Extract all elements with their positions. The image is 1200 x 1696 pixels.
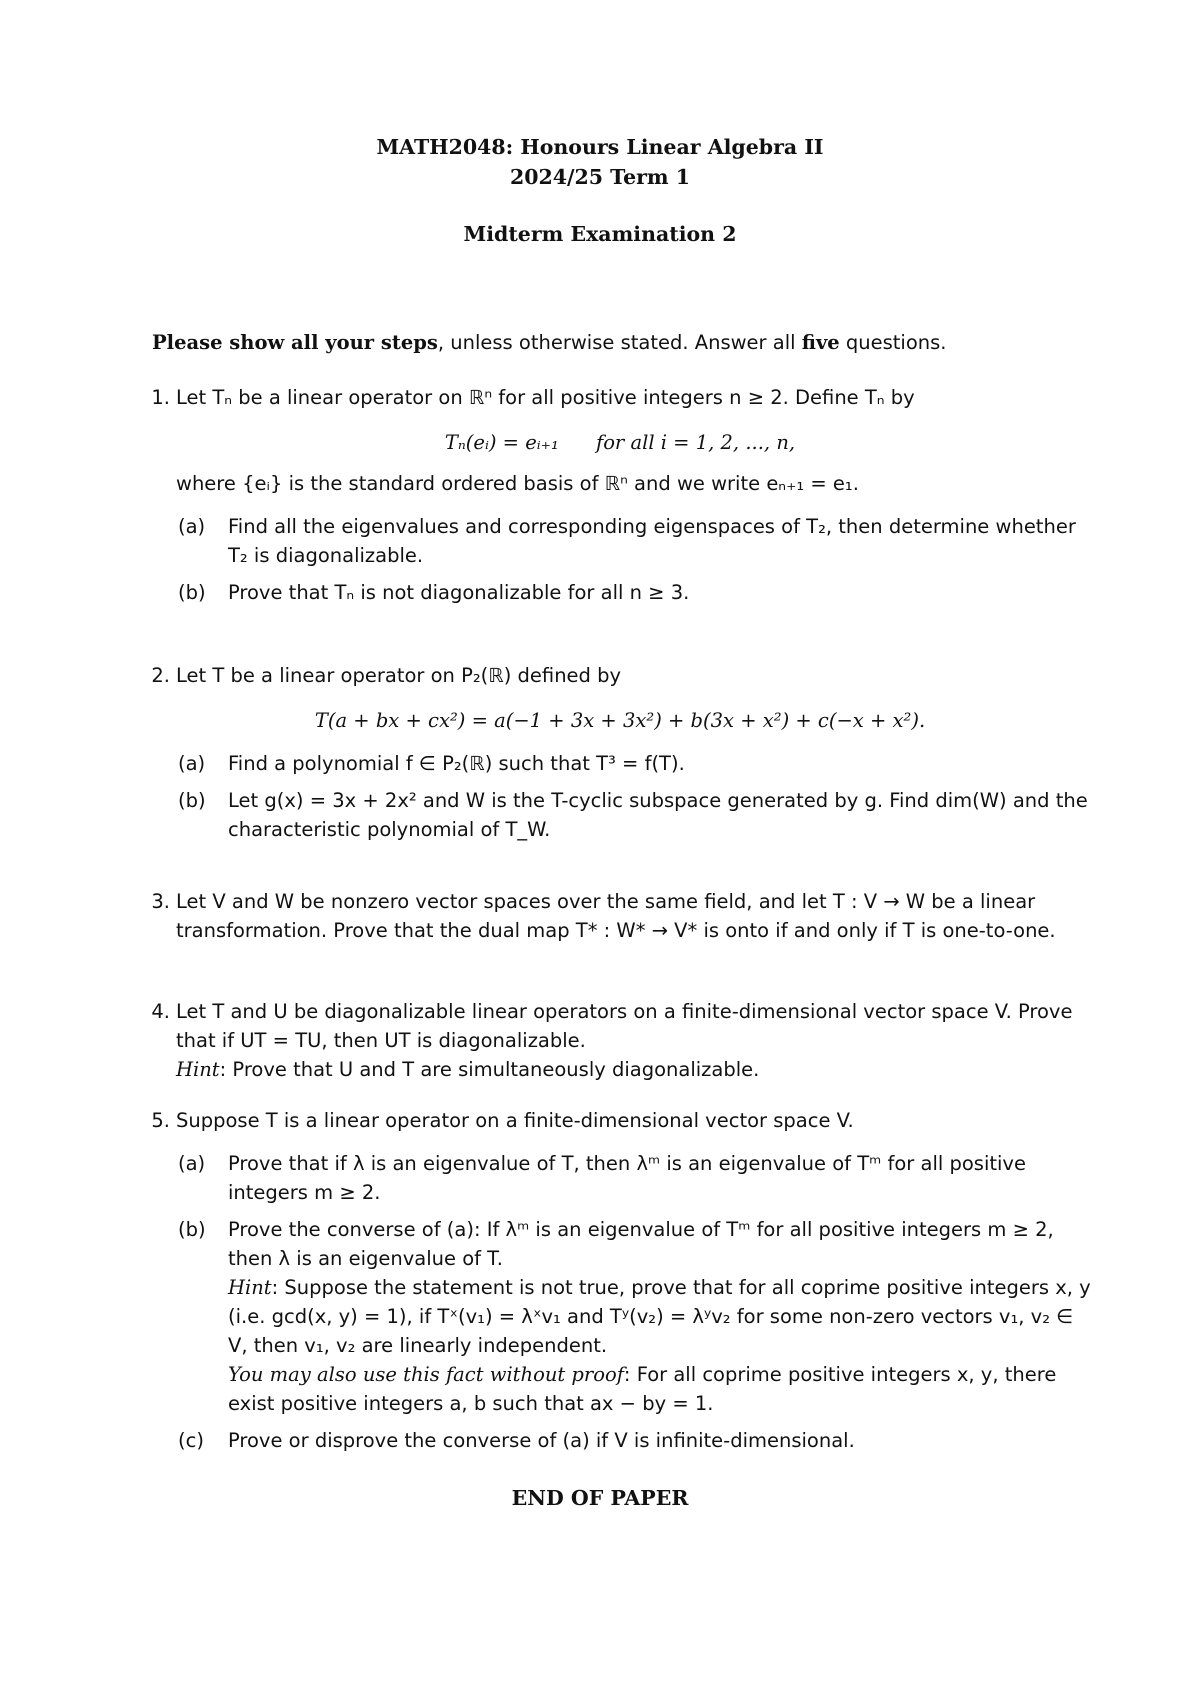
- question-1: [146, 383, 1094, 607]
- part-text: Prove that if λ is an eigenvalue of T, then λᵐ is an eigenvalue of Tᵐ for all positive integers m ≥ 2.: [228, 1152, 1026, 1204]
- instructions-bold: Please show all your steps: [152, 331, 438, 354]
- question-text-after: where {eᵢ} is the standard ordered basis of ℝⁿ and we write eₙ₊₁ = e₁.: [176, 472, 859, 495]
- exam-header: [0, 132, 1200, 249]
- instructions-five: five: [801, 331, 840, 354]
- hint-text: : Prove that U and T are simultaneously diagonalizable.: [219, 1058, 760, 1081]
- part-text: Find all the eigenvalues and corresponding eigenspaces of T₂, then determine whether T₂ is diagonalizable.: [228, 515, 1076, 567]
- fact-text: : For all coprime positive integers x, y, there exist positive integers a, b such that ax − by = 1.: [228, 1363, 1057, 1415]
- instructions-text-1: , unless otherwise stated. Answer all: [437, 331, 802, 354]
- part-label: (b): [178, 581, 206, 604]
- question-number: 5.: [151, 1109, 170, 1132]
- question-4: [146, 997, 1094, 1084]
- end-of-paper: END OF PAPER: [511, 1486, 689, 1510]
- part-1b: [176, 578, 1094, 607]
- part-label: (a): [178, 515, 206, 538]
- instructions-text-2: questions.: [839, 331, 947, 354]
- display-equation: Tₙ(eᵢ) = eᵢ₊₁ for all i = 1, 2, ..., n,: [444, 431, 796, 454]
- course-title: MATH2048: Honours Linear Algebra II: [376, 135, 824, 159]
- part-5a: [176, 1149, 1094, 1207]
- question-number: 2.: [151, 664, 170, 687]
- part-hint: [228, 1273, 1094, 1360]
- part-2b: [176, 786, 1094, 844]
- part-text: Find a polynomial f ∈ P₂(ℝ) such that T³ = f(T).: [228, 752, 685, 775]
- term-label: 2024/25 Term 1: [509, 165, 691, 189]
- part-label: (c): [178, 1429, 204, 1452]
- exam-title: Midterm Examination 2: [463, 222, 737, 246]
- part-text: Prove the converse of (a): If λᵐ is an eigenvalue of Tᵐ for all positive integers m ≥ 2, then λ is an eigenvalue of T.: [228, 1218, 1054, 1270]
- part-fact: [228, 1360, 1094, 1418]
- question-hint: [176, 1055, 1094, 1084]
- question-text: Let T be a linear operator on P₂(ℝ) defined by: [176, 664, 622, 687]
- question-text: Let Tₙ be a linear operator on ℝⁿ for all positive integers n ≥ 2. Define Tₙ by: [176, 386, 915, 409]
- question-text: Let V and W be nonzero vector spaces over the same field, and let T : V → W be a linear transformation. Prove that the dual map T* : W* → V* is onto if and only if T is one-to-one.: [176, 890, 1056, 942]
- fact-label: You may also use this fact without proof: [228, 1363, 624, 1386]
- part-1a: [176, 512, 1094, 570]
- part-2a: [176, 749, 1094, 778]
- instructions: [152, 328, 1112, 357]
- question-number: 4.: [151, 1000, 170, 1023]
- part-text: Prove or disprove the converse of (a) if V is infinite-dimensional.: [228, 1429, 855, 1452]
- question-3: [146, 887, 1094, 945]
- hint-label: Hint: [228, 1276, 272, 1299]
- part-label: (a): [178, 1152, 206, 1175]
- part-5c: [176, 1426, 1094, 1455]
- part-text: Prove that Tₙ is not diagonalizable for all n ≥ 3.: [228, 581, 690, 604]
- part-5b: [176, 1215, 1094, 1418]
- question-number: 1.: [151, 386, 170, 409]
- question-number: 3.: [151, 890, 170, 913]
- part-label: (b): [178, 1218, 206, 1241]
- question-2: [146, 661, 1094, 844]
- part-label: (a): [178, 752, 206, 775]
- question-text: Let T and U be diagonalizable linear operators on a finite-dimensional vector space V. Prove that if UT = TU, then UT is diagonalizable.: [176, 1000, 1073, 1052]
- question-text: Suppose T is a linear operator on a finite-dimensional vector space V.: [176, 1109, 854, 1132]
- hint-label: Hint: [176, 1058, 220, 1081]
- display-equation: T(a + bx + cx²) = a(−1 + 3x + 3x²) + b(3x + x²) + c(−x + x²).: [314, 709, 926, 732]
- part-text: Let g(x) = 3x + 2x² and W is the T-cyclic subspace generated by g. Find dim(W) and the characteristic polynomial of T_W.: [228, 789, 1088, 841]
- question-5: [146, 1106, 1094, 1455]
- part-label: (b): [178, 789, 206, 812]
- hint-text: : Suppose the statement is not true, prove that for all coprime positive integers x, y (i.e. gcd(x, y) = 1), if Tˣ(v₁) = λˣv₁ and Tʸ(v₂) = λʸv₂ for some non-zero vectors v₁, v₂ ∈ V, then v₁, v₂ are linearly independent.: [228, 1276, 1091, 1357]
